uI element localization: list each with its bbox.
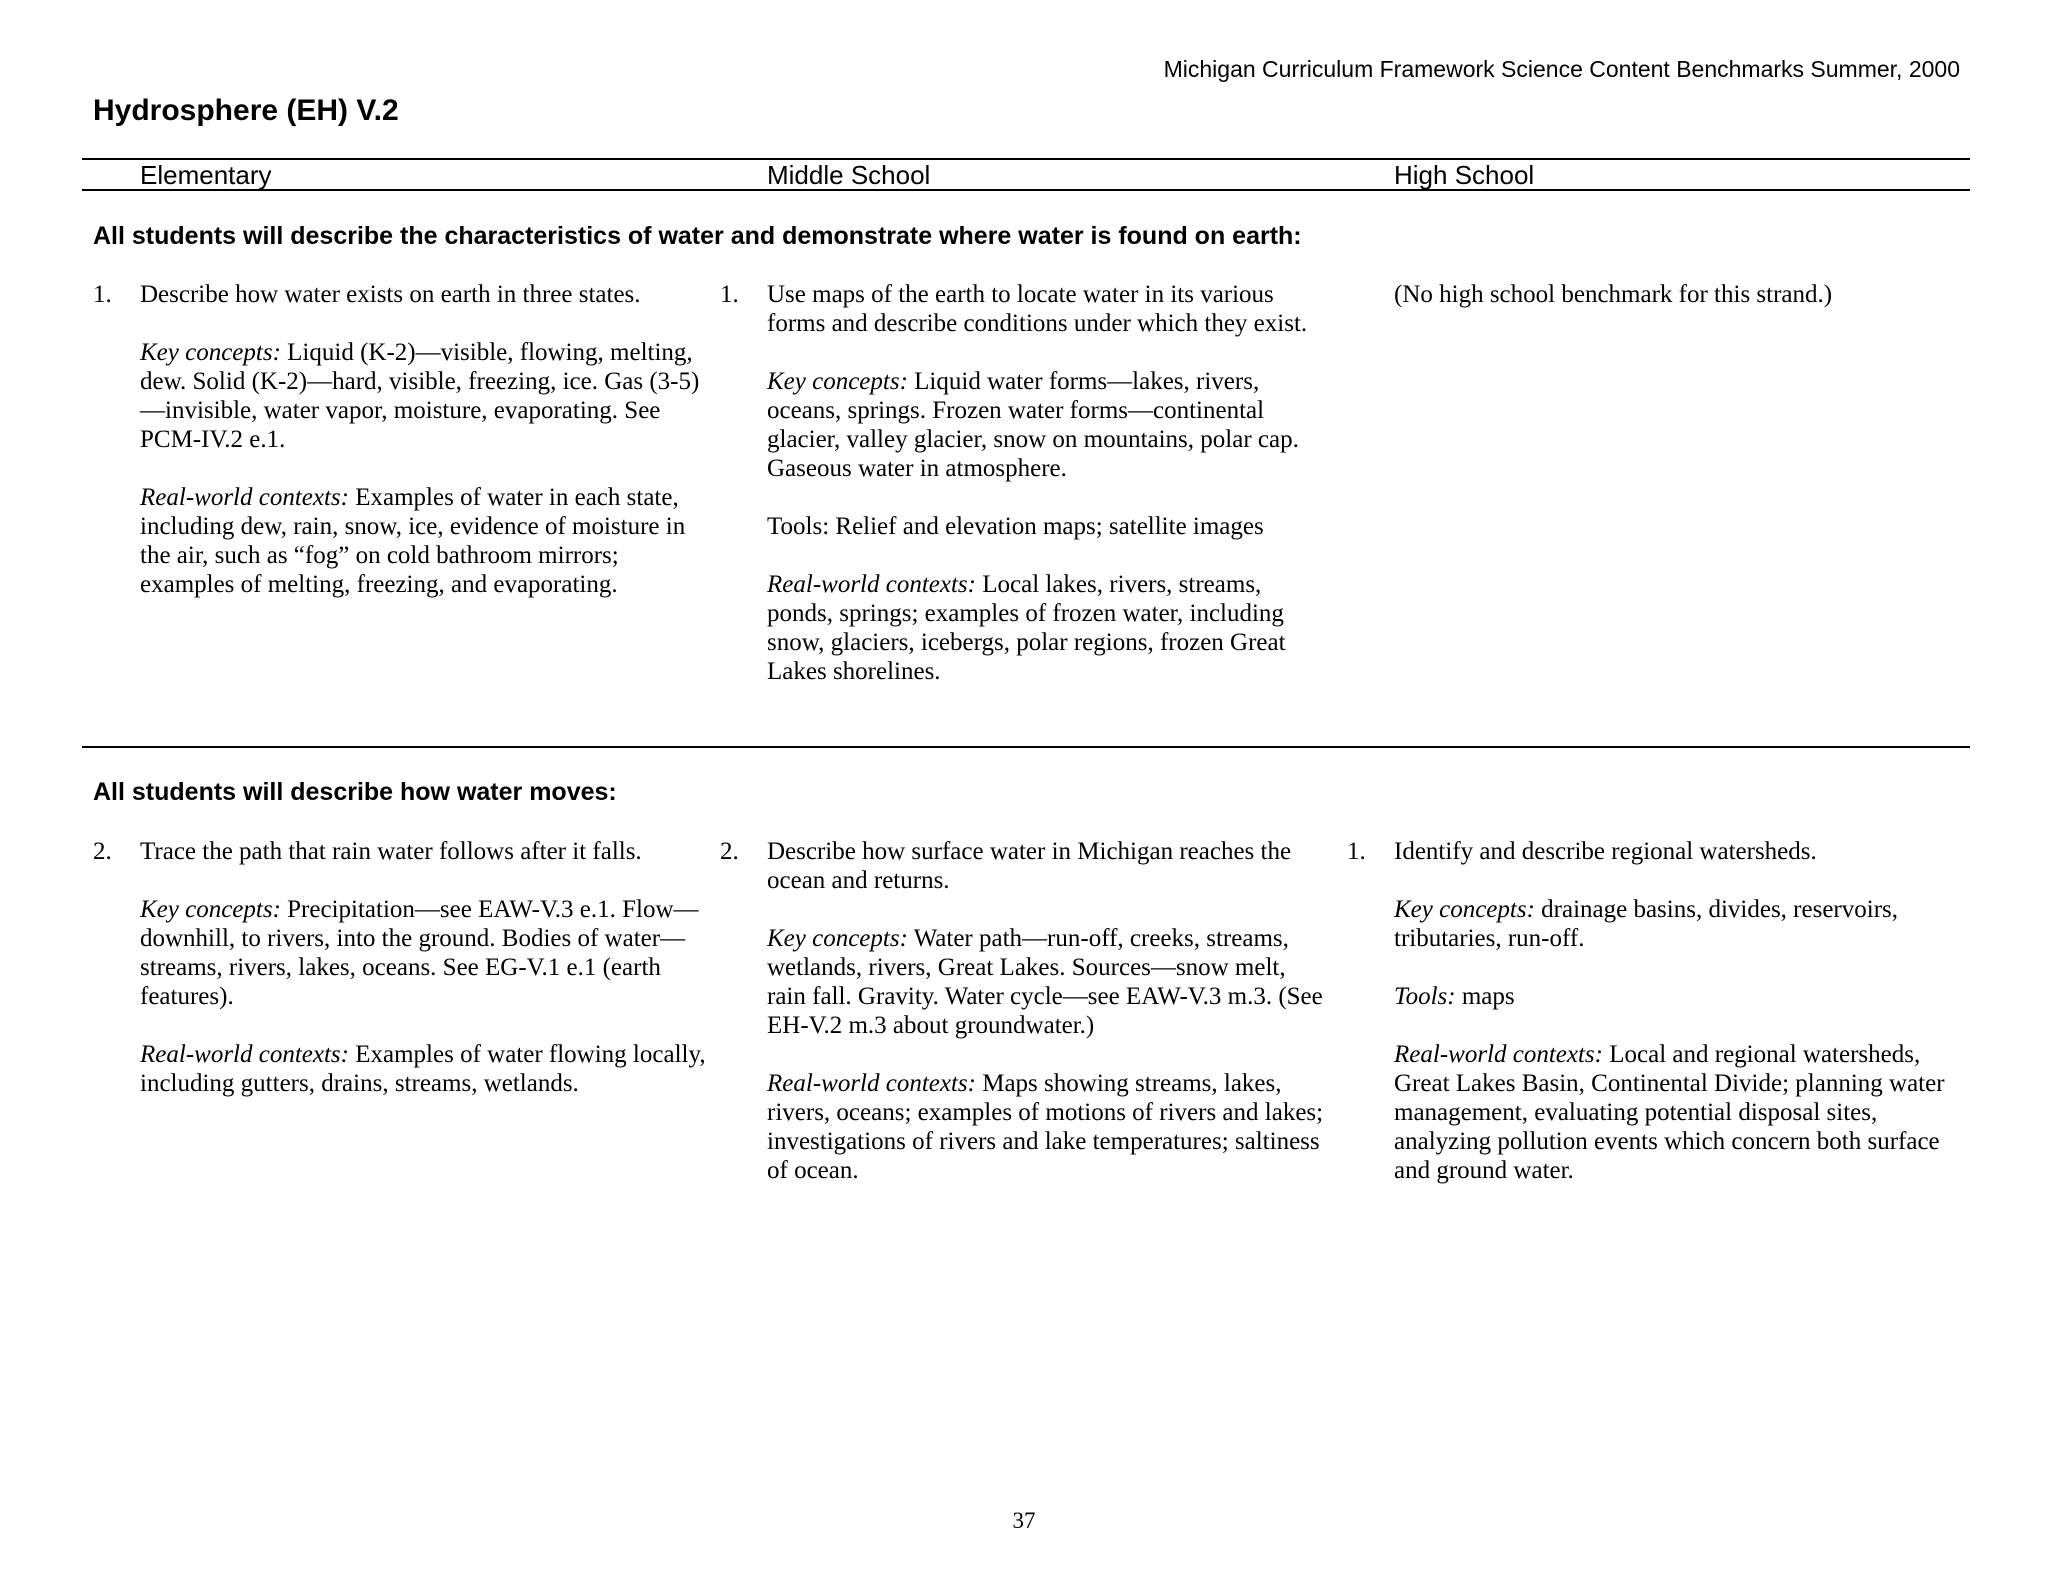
benchmark-number: 2. [93,838,112,865]
column-header-elementary: Elementary [140,160,272,190]
key-concepts [1394,895,1977,953]
key-concepts [140,895,718,1011]
real-world-contexts [140,483,718,599]
benchmark-number: 1. [720,281,739,308]
real-world-contexts [767,570,1325,686]
real-world-contexts-label: Real-world contexts: [1394,1041,1603,1068]
real-world-contexts-text: Examples of water in each state, including dew, rain, snow, ice, evidence of moisture in the air, such as “fog” on cold bathroom mirrors; examples of melting, freezing, and evaporating. [140,484,686,598]
key-concepts-label: Key concepts: [767,368,908,395]
column-header-middle-school: Middle School [767,160,931,190]
benchmark-text: Trace the path that rain water follows after it falls. [140,838,642,865]
tools-label: Tools: [1394,983,1456,1010]
benchmark-elementary-2 [93,837,718,1117]
real-world-contexts-label: Real-world contexts: [140,1041,349,1068]
document-source-note: Michigan Curriculum Framework Science Content Benchmarks Summer, 2000 [1163,56,1960,82]
key-concepts-text: Precipitation—see EAW-V.3 e.1. Flow—downhill, to rivers, into the ground. Bodies of water—streams, rivers, lakes, oceans. See EG-V.1 e.1 (earth features). [140,896,699,1010]
section-divider [82,746,1970,748]
tools-text: maps [1455,983,1515,1010]
key-concepts [767,924,1325,1040]
real-world-contexts [1394,1040,1977,1185]
page-number: 37 [1012,1508,1036,1533]
top-rule [82,158,1970,160]
column-header-high-school: High School [1394,160,1535,190]
key-concepts-text: Liquid (K-2)—visible, flowing, melting, dew. Solid (K-2)—hard, visible, freezing, ice. Gas (3-5)—invisible, water vapor, moisture, evaporating. See PCM-IV.2 e.1. [140,339,700,453]
real-world-contexts-text: Examples of water flowing locally, including gutters, drains, streams, wetlands. [140,1041,706,1097]
real-world-contexts-text: Local lakes, rivers, streams, ponds, springs; examples of frozen water, including snow, glaciers, icebergs, polar regions, frozen Great Lakes shorelines. [767,571,1286,685]
benchmark-number: 1. [93,281,112,308]
key-concepts-label: Key concepts: [140,896,281,923]
real-world-contexts-text: Maps showing streams, lakes, rivers, oceans; examples of motions of rivers and lakes; investigations of rivers and lake temperatures; saltiness of ocean. [767,1070,1324,1184]
key-concepts-label: Key concepts: [767,925,908,952]
key-concepts [140,338,718,454]
key-concepts-text: drainage basins, divides, reservoirs, tributaries, run-off. [1394,896,1899,952]
benchmark-middle-1 [720,280,1325,730]
benchmark-high-1 [1347,837,1977,1197]
benchmark-text: Identify and describe regional watersheds. [1394,838,1817,865]
strand-statement: All students will describe how water moves: [93,778,617,806]
key-concepts [767,367,1325,483]
benchmark-middle-2 [720,837,1325,1197]
real-world-contexts [767,1069,1325,1185]
real-world-contexts-text: Local and regional watersheds, Great Lakes Basin, Continental Divide; planning water management, evaluating potential disposal sites, analyzing pollution events which concern both surface and ground water. [1394,1041,1945,1184]
key-concepts-label: Key concepts: [1394,896,1535,923]
benchmark-high-none [1394,280,1974,320]
real-world-contexts [140,1040,718,1098]
key-concepts-label: Key concepts: [140,339,281,366]
benchmark-text: Describe how surface water in Michigan reaches the ocean and returns. [767,838,1292,894]
page-title: Hydrosphere (EH) V.2 [93,94,399,127]
strand-statement: All students will describe the characteristics of water and demonstrate where water is found on earth: [93,222,1302,250]
real-world-contexts-label: Real-world contexts: [767,1070,976,1097]
key-concepts-text: Liquid water forms—lakes, rivers, oceans, springs. Frozen water forms—continental glacier, valley glacier, snow on mountains, polar cap. Gaseous water in atmosphere. [767,368,1299,482]
tools [1394,982,1977,1011]
benchmark-number: 2. [720,838,739,865]
benchmark-elementary-1 [93,280,718,610]
benchmark-number: 1. [1347,838,1366,865]
column-header-bottom-rule [82,189,1970,191]
benchmark-text: Describe how water exists on earth in three states. [140,281,641,308]
real-world-contexts-label: Real-world contexts: [767,571,976,598]
tools: Tools: Relief and elevation maps; satellite images [767,513,1264,540]
no-benchmark-note: (No high school benchmark for this strand.) [1394,281,1833,308]
benchmark-text: Use maps of the earth to locate water in its various forms and describe conditions under which they exist. [767,281,1308,337]
key-concepts-text: Water path—run-off, creeks, streams, wetlands, rivers, Great Lakes. Sources—snow melt, rain fall. Gravity. Water cycle—see EAW-V.3 m.3. (See EH-V.2 m.3 about groundwater.) [767,925,1323,1039]
real-world-contexts-label: Real-world contexts: [140,484,349,511]
